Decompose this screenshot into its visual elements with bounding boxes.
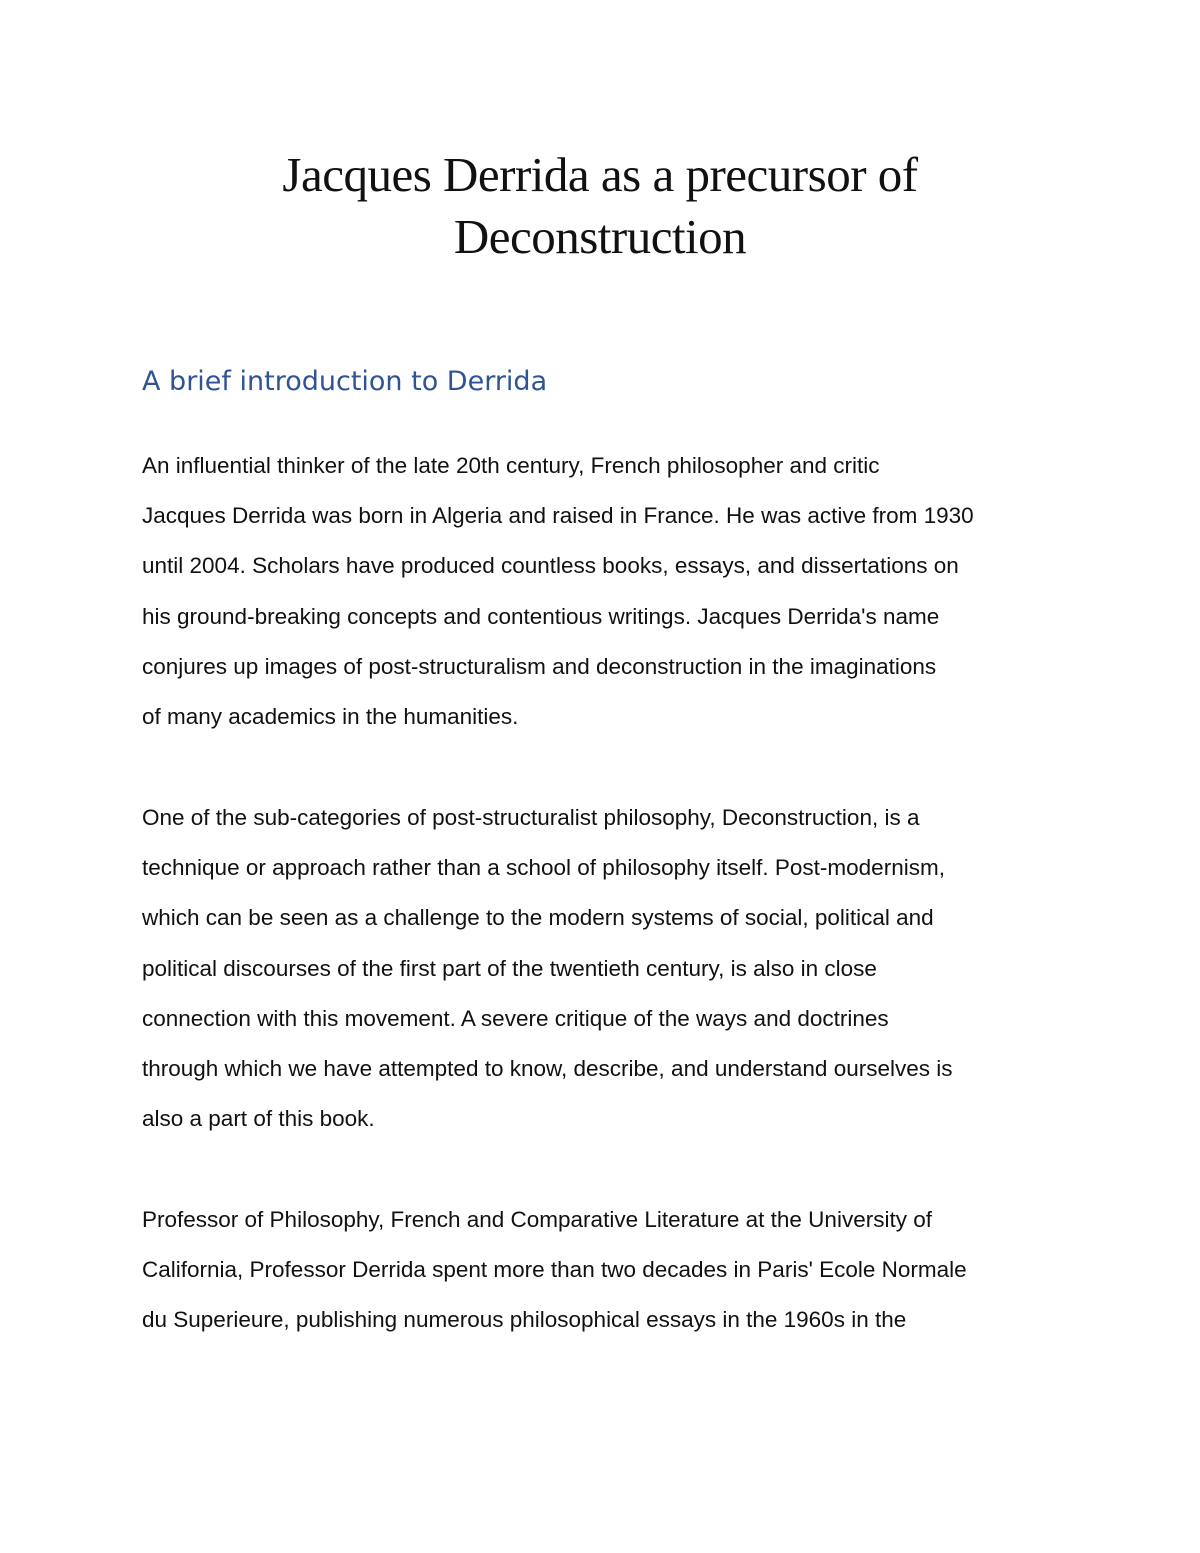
- paragraph-1: [142, 441, 1082, 742]
- paragraph-line: An influential thinker of the late 20th century, French philosopher and critic: [142, 453, 880, 478]
- paragraph-line: One of the sub-categories of post-structuralist philosophy, Deconstruction, is a: [142, 805, 920, 830]
- paragraph-line: Professor of Philosophy, French and Comparative Literature at the University of: [142, 1207, 932, 1232]
- section-heading: A brief introduction to Derrida: [142, 366, 548, 397]
- paragraph-line: conjures up images of post-structuralism and deconstruction in the imaginations: [142, 653, 937, 679]
- paragraph-line: political discourses of the first part of the twentieth century, is also in close: [142, 955, 877, 981]
- document-title-line: Deconstruction: [453, 209, 747, 264]
- paragraph-line: his ground-breaking concepts and contentious writings. Jacques Derrida's name: [142, 603, 940, 629]
- paragraph-3: [142, 1195, 1082, 1346]
- paragraph-line: Jacques Derrida was born in Algeria and raised in France. He was active from 1930: [142, 503, 974, 529]
- paragraph-line: until 2004. Scholars have produced countless books, essays, and dissertations on: [142, 553, 959, 579]
- document-title: [100, 144, 1100, 268]
- paragraph-line: du Superieure, publishing numerous philosophical essays in the 1960s in the: [142, 1307, 907, 1333]
- paragraph-line: connection with this movement. A severe critique of the ways and doctrines: [142, 1005, 889, 1031]
- paragraph-line: which can be seen as a challenge to the modern systems of social, political and: [142, 905, 934, 931]
- paragraph-line: also a part of this book.: [142, 1106, 375, 1132]
- paragraph-line: through which we have attempted to know, describe, and understand ourselves is: [142, 1056, 953, 1082]
- paragraph-line: California, Professor Derrida spent more than two decades in Paris' Ecole Normale: [142, 1257, 967, 1283]
- paragraph-line: technique or approach rather than a school of philosophy itself. Post-modernism,: [142, 855, 945, 881]
- paragraph-line: of many academics in the humanities.: [142, 704, 519, 730]
- paragraph-2: [142, 793, 1082, 1144]
- document-title-line: Jacques Derrida as a precursor of: [282, 147, 918, 202]
